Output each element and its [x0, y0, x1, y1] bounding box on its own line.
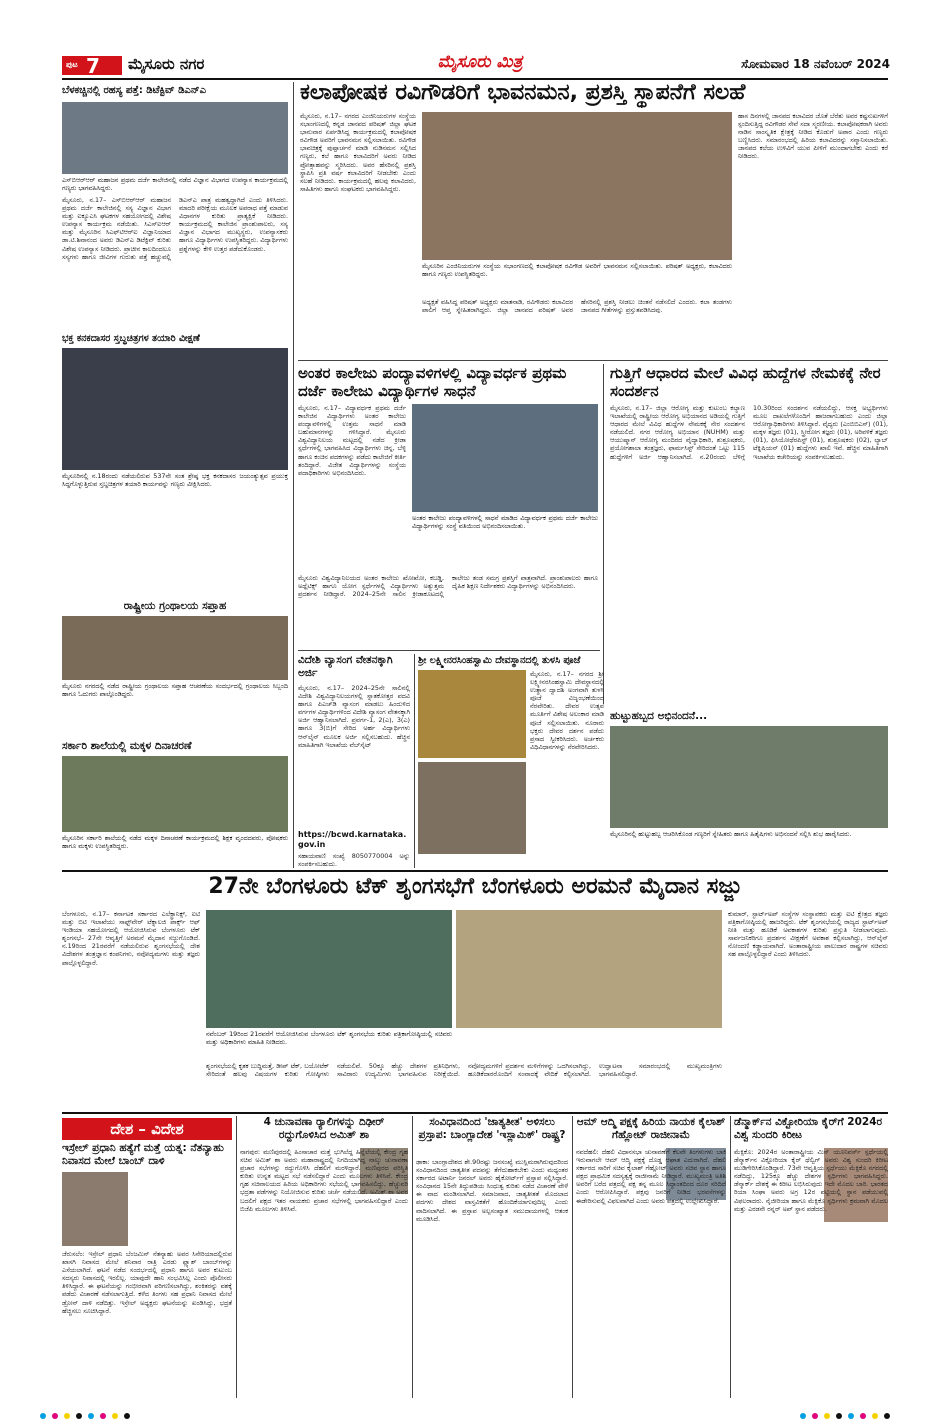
- section-name: ಮೈಸೂರು ನಗರ: [128, 55, 205, 73]
- story5-caption: ಅಂತರ ಕಾಲೇಜು ಪಂದ್ಯಾವಳಿಗಳಲ್ಲಿ ಸಾಧನೆ ಮಾಡಿದ ವಿದ್ಯಾವರ್ಧಕ ಪ್ರಥಮ ದರ್ಜೆ ಕಾಲೇಜು ವಿದ್ಯಾರ್ಥಿಗಳನ್ನು ಸಂಸ್ಥೆ ವತಿಯಿಂದ ಅಭಿನಂದಿಸಲಾಯಿತು.: [412, 514, 598, 530]
- banner-body-mid: ಶೃಂಗಸಭೆಯಲ್ಲಿ ಕೃತಕ ಬುದ್ಧಿಮತ್ತೆ, ಡೀಪ್ ಟೆಕ್, ಬಯೋಟೆಕ್ ಸೇರಿದಂತೆ ಹಲವು ವಿಷಯಗಳ ಕುರಿತು ಗೋಷ್ಠಿಗಳು ನಡೆಯಲಿವೆ. 50ಕ್ಕೂ ಹೆಚ್ಚು ದೇಶಗಳ ಪ್ರತಿನಿಧಿಗಳು, ಸಾವಿರಾರು ಉದ್ಯಮಿಗಳು ಭಾಗವಹಿಸುವ ನಿರೀಕ್ಷೆಯಿದೆ. ನವೋದ್ಯಮಗಳಿಗೆ ಪ್ರದರ್ಶನ ಮಳಿಗೆಗಳನ್ನು ಒದಗಿಸಲಾಗಿದ್ದು, ಹೂಡಿಕೆದಾರರೊಂದಿಗೆ ಸಂವಾದಕ್ಕೆ ವೇದಿಕೆ ಕಲ್ಪಿಸಲಾಗಿದೆ. ಉದ್ಘಾಟನಾ ಸಮಾರಂಭದಲ್ಲಿ ಮುಖ್ಯಮಂತ್ರಿಗಳು ಭಾಗವಹಿಸಲಿದ್ದಾರೆ.: [206, 1062, 722, 1079]
- world-s1-headline: ಇಸ್ರೇಲ್ ಪ್ರಧಾನಿ ಹತ್ಯೆಗೆ ಮತ್ತೆ ಯತ್ನ: ನೆತನ್ಯಾಹು ನಿವಾಸದ ಮೇಲೆ ಬಾಂಬ್ ದಾಳಿ: [62, 1142, 224, 1167]
- newspaper-logo: ಮೈಸೂರು ಮಿತ್ರ: [437, 52, 523, 72]
- story8-photo-2: [418, 762, 526, 854]
- world-top-rule: [62, 1112, 888, 1114]
- story6-body: ಮೈಸೂರು, ನ.17– ಜಿಲ್ಲಾ ಆರೋಗ್ಯ ಮತ್ತು ಕುಟುಂಬ ಕಲ್ಯಾಣ ಇಲಾಖೆಯಲ್ಲಿ ರಾಷ್ಟ್ರೀಯ ಆರೋಗ್ಯ ಅಭಿಯಾನದ ಅಡಿಯಲ್ಲಿ ಗುತ್ತಿಗೆ ಆಧಾರದ ಮೇಲೆ ವಿವಿಧ ಹುದ್ದೆಗಳ ನೇಮಕಕ್ಕೆ ನೇರ ಸಂದರ್ಶನ ನಡೆಯಲಿದೆ. ನಗರ ಆರೋಗ್ಯ ಅಭಿಯಾನ (NUHM) ಮತ್ತು ಆಯುಷ್ಮಾನ್ ಆರೋಗ್ಯ ಮಂದಿರದ ವೈದ್ಯಾಧಿಕಾರಿ, ಶುಶ್ರೂಷಕರು, ಪ್ರಯೋಗಶಾಲಾ ತಂತ್ರಜ್ಞರು, ಫಾರ್ಮಸಿಸ್ಟ್ ಸೇರಿದಂತೆ ಒಟ್ಟು 115 ಹುದ್ದೆಗಳಿಗೆ ಅರ್ಜಿ ಆಹ್ವಾನಿಸಲಾಗಿದೆ. ನ.20ರಂದು ಬೆಳಿಗ್ಗೆ 10.30ರಿಂದ ಸಂದರ್ಶನ ನಡೆಯಲಿದ್ದು, ಆಸಕ್ತ ಅಭ್ಯರ್ಥಿಗಳು ಮೂಲ ದಾಖಲೆಗಳೊಂದಿಗೆ ಹಾಜರಾಗಬಹುದು ಎಂದು ಜಿಲ್ಲಾ ಆರೋಗ್ಯಾಧಿಕಾರಿಗಳು ತಿಳಿಸಿದ್ದಾರೆ. ವೈದ್ಯರು (ಎಂಬಿಬಿಎಸ್) (01), ಮಕ್ಕಳ ತಜ್ಞರು (01), ಸ್ತ್ರೀರೋಗ ತಜ್ಞರು (01), ಅರಿವಳಿಕೆ ತಜ್ಞರು (01), ಫಿಸಿಯೋಥೆರಪಿಸ್ಟ್ (01), ಶುಶ್ರೂಷಕರು (02), ಲ್ಯಾಬ್ ಟೆಕ್ನಿಷಿಯನ್ (01) ಹುದ್ದೆಗಳು ಖಾಲಿ ಇವೆ. ಹೆಚ್ಚಿನ ಮಾಹಿತಿಗಾಗಿ ಇಲಾಖೆಯ ಕಚೇರಿಯನ್ನು ಸಂಪರ್ಕಿಸಬಹುದು.: [610, 404, 888, 461]
- story7-contact: ಸಹಾಯವಾಣಿ ಸಂಖ್ಯೆ 8050770004 ಅನ್ನು ಸಂಪರ್ಕಿಸಬಹುದು.: [298, 852, 410, 868]
- world-divider-1: [236, 1116, 237, 1398]
- register-dot: [860, 1413, 866, 1419]
- lead-body-right: ಹಾಸ ದಿನಗಳಲ್ಲಿ ಜಾನಪದ ಕಲಾವಿದರ ಜೊತೆ ಬೆರೆತು ಅವರ ಕಷ್ಟಸುಖಗಳಿಗೆ ಸ್ಪಂದಿಸುತ್ತಿದ್ದ ರವಿಗೌಡರ ಸೇವೆ ಸದಾ ಸ್ಮರಣೀಯ. ಕಲಾಪೋಷಕರಾಗಿ ಅವರು ನಾಡಿನ ಸಾಂಸ್ಕೃತಿಕ ಕ್ಷೇತ್ರಕ್ಕೆ ನೀಡಿದ ಕೊಡುಗೆ ಅಪಾರ ಎಂದು ಗಣ್ಯರು ಬಣ್ಣಿಸಿದರು. ಸಮಾರಂಭದಲ್ಲಿ ಹಿರಿಯ ಕಲಾವಿದರನ್ನು ಸನ್ಮಾನಿಸಲಾಯಿತು. ಜಾನಪದ ಕಲೆಯ ಉಳಿವಿಗೆ ಯುವ ಪೀಳಿಗೆ ಮುಂದಾಗಬೇಕು ಎಂದು ಕರೆ ನೀಡಿದರು.: [738, 112, 888, 161]
- register-dot: [100, 1413, 106, 1419]
- register-dot: [64, 1413, 70, 1419]
- register-dot: [872, 1413, 878, 1419]
- lead-headline: ಕಲಾಪೋಷಕ ರವಿಗೌಡರಿಗೆ ಭಾವನಮನ, ಪ್ರಶಸ್ತಿ ಸ್ಥಾಪನೆಗೆ ಸಲಹೆ: [300, 80, 746, 105]
- story8-photo: [418, 670, 526, 758]
- story8-divider: [414, 654, 415, 868]
- story5-body: ಮೈಸೂರು, ನ.17– ವಿದ್ಯಾವರ್ಧಕ ಪ್ರಥಮ ದರ್ಜೆ ಕಾಲೇಜಿನ ವಿದ್ಯಾರ್ಥಿಗಳು ಅಂತರ ಕಾಲೇಜು ಪಂದ್ಯಾವಳಿಗಳಲ್ಲಿ ಉತ್ತಮ ಸಾಧನೆ ಮಾಡಿ ಬಹುಮಾನಗಳನ್ನು ಗಳಿಸಿದ್ದಾರೆ. ಮೈಸೂರು ವಿಶ್ವವಿದ್ಯಾನಿಲಯ ಮಟ್ಟದಲ್ಲಿ ನಡೆದ ಕ್ರೀಡಾ ಸ್ಪರ್ಧೆಗಳಲ್ಲಿ ಭಾಗವಹಿಸಿದ ವಿದ್ಯಾರ್ಥಿಗಳು ಚಿನ್ನ, ಬೆಳ್ಳಿ ಹಾಗೂ ಕಂಚಿನ ಪದಕಗಳನ್ನು ಪಡೆದು ಕಾಲೇಜಿಗೆ ಕೀರ್ತಿ ತಂದಿದ್ದಾರೆ. ವಿಜೇತ ವಿದ್ಯಾರ್ಥಿಗಳನ್ನು ಸಂಸ್ಥೆಯ ಪದಾಧಿಕಾರಿಗಳು ಅಭಿನಂದಿಸಿದರು.: [298, 404, 406, 477]
- story6-divider: [603, 364, 604, 704]
- world-s3-headline: ಸಂವಿಧಾನದಿಂದ 'ಜಾತ್ಯತೀತ' ಅಳಿಸಲು ಪ್ರಸ್ತಾಪ: ಬಾಂಗ್ಲಾದೇಶ 'ಇಸ್ಲಾಮಿಕ್' ರಾಷ್ಟ್ರ?: [418, 1116, 566, 1141]
- register-dot: [124, 1413, 130, 1419]
- world-s4-body: ನವದೆಹಲಿ: ದೆಹಲಿ ವಿಧಾನಸಭಾ ಚುನಾವಣೆಗೆ ಕೆಲವೇ ತಿಂಗಳುಗಳು ಬಾಕಿ ಇರುವಾಗಲೇ ಆಮ್ ಆದ್ಮಿ ಪಕ್ಷಕ್ಕೆ ದೊಡ್ಡ ಆಘಾತ ಎದುರಾಗಿದೆ. ದೆಹಲಿ ಸರ್ಕಾರದ ಸಾರಿಗೆ ಸಚಿವ ಕೈಲಾಶ್ ಗೆಹ್ಲೋಟ್ ಅವರು ಸಚಿವ ಸ್ಥಾನ ಹಾಗೂ ಪಕ್ಷದ ಪ್ರಾಥಮಿಕ ಸದಸ್ಯತ್ವಕ್ಕೆ ರಾಜೀನಾಮೆ ನೀಡಿದ್ದಾರೆ. ಮುಖ್ಯಮಂತ್ರಿ ಅತಿಶಿ ಅವರಿಗೆ ಬರೆದ ಪತ್ರದಲ್ಲಿ ಪಕ್ಷ ತನ್ನ ಮೂಲ ಸಿದ್ಧಾಂತದಿಂದ ದೂರ ಸರಿದಿದೆ ಎಂದು ಆರೋಪಿಸಿದ್ದಾರೆ. ಪಕ್ಷವು ಜನರಿಗೆ ನೀಡಿದ ಭರವಸೆಗಳನ್ನು ಈಡೇರಿಸುವಲ್ಲಿ ವಿಫಲವಾಗಿದೆ ಎಂದು ಅವರು ಪತ್ರದಲ್ಲಿ ಉಲ್ಲೇಖಿಸಿದ್ದಾರೆ.: [576, 1148, 726, 1205]
- story1-caption: ಎಸ್‌ಬಿಆರ್‌ಆರ್ ಮಹಾಜನ ಪ್ರಥಮ ದರ್ಜೆ ಕಾಲೇಜಿನಲ್ಲಿ ನಡೆದ ವಿಜ್ಞಾನ ವಿಭಾಗದ ಉಪನ್ಯಾಸ ಕಾರ್ಯಕ್ರಮದಲ್ಲಿ ಗಣ್ಯರು ಭಾಗವಹಿಸಿದ್ದರು.: [62, 176, 288, 192]
- banner-headline: 27ನೇ ಬೆಂಗಳೂರು ಟೆಕ್ ಶೃಂಗಸಭೆಗೆ ಬೆಂಗಳೂರು ಅರಮನೆ ಮೈದಾನ ಸಜ್ಜು: [208, 874, 742, 899]
- page-label: ಪುಟ: [66, 60, 78, 69]
- lead-photo: [422, 112, 732, 260]
- register-dot: [848, 1413, 854, 1419]
- register-dot: [812, 1413, 818, 1419]
- world-divider-4: [730, 1116, 731, 1398]
- page-number-badge: [62, 56, 122, 75]
- story2-headline: ಭಕ್ತ ಕನಕದಾಸರ ಸ್ತಬ್ಧಚಿತ್ರಗಳ ತಯಾರಿ ವೀಕ್ಷಣೆ: [62, 333, 200, 344]
- story3-caption: ಮೈಸೂರು ನಗರದಲ್ಲಿ ನಡೆದ ರಾಷ್ಟ್ರೀಯ ಗ್ರಂಥಾಲಯ ಸಪ್ತಾಹ ಆಚರಣೆಯ ಸಂದರ್ಭದಲ್ಲಿ ಗ್ರಂಥಾಲಯ ಸಿಬ್ಬಂದಿ ಹಾಗೂ ಓದುಗರು ಪಾಲ್ಗೊಂಡಿದ್ದರು.: [62, 682, 288, 698]
- lead-body-bottom: ಅಧ್ಯಕ್ಷತೆ ವಹಿಸಿದ್ದ ಪರಿಷತ್ ಅಧ್ಯಕ್ಷರು ಮಾತನಾಡಿ, ರವಿಗೌಡರು ಕಲಾವಿದರ ಪಾಲಿಗೆ ಆಪ್ತ ಸ್ನೇಹಿತರಾಗಿದ್ದರು. ಜಿಲ್ಲಾ ಜಾನಪದ ಪರಿಷತ್ ಅವರ ಹೆಸರಿನಲ್ಲಿ ಪ್ರಶಸ್ತಿ ನೀಡಲು ಚಿಂತನೆ ನಡೆಸಲಿದೆ ಎಂದರು. ಕಲಾ ತಂಡಗಳು ಜಾನಪದ ಗೀತೆಗಳನ್ನು ಪ್ರಸ್ತುತಪಡಿಸಿದವು.: [422, 298, 732, 315]
- story9-headline: ಹುಟ್ಟುಹಬ್ಬದ ಅಭಿನಂದನೆ...: [610, 710, 708, 722]
- lead-caption: ಮೈಸೂರಿನ ಎಂಜಿನಿಯರುಗಳ ಸಂಸ್ಥೆಯ ಸಭಾಂಗಣದಲ್ಲಿ ಕಲಾಪೋಷಕ ರವಿಗೌಡ ಅವರಿಗೆ ಭಾವನಮನ ಸಲ್ಲಿಸಲಾಯಿತು. ಪರಿಷತ್ ಅಧ್ಯಕ್ಷರು, ಕಲಾವಿದರು ಹಾಗೂ ಗಣ್ಯರು ಉಪಸ್ಥಿತರಿದ್ದರು.: [422, 262, 732, 278]
- story4-headline: ಸರ್ಕಾರಿ ಶಾಲೆಯಲ್ಲಿ ಮಕ್ಕಳ ದಿನಾಚರಣೆ: [62, 740, 192, 752]
- story1-body: ಮೈಸೂರು, ನ.17– ಎಸ್‌ಬಿಆರ್‌ಆರ್ ಮಹಾಜನ ಪ್ರಥಮ ದರ್ಜೆ ಕಾಲೇಜಿನಲ್ಲಿ ಸಸ್ಯ ವಿಜ್ಞಾನ ವಿಭಾಗ ಮತ್ತು ಐಕ್ಯೂಎಸಿ ಘಟಕಗಳ ಸಹಯೋಗದಲ್ಲಿ ವಿಶೇಷ ಉಪನ್ಯಾಸ ಕಾರ್ಯಕ್ರಮ ನಡೆಯಿತು. ಸಿಎಸ್‌ಐಆರ್ ಮತ್ತು ಮೈಸೂರಿನ ಸಿಎಫ್‌ಟಿಆರ್‌ಐ ವಿಜ್ಞಾನಿಯಾದ ಡಾ.ಟಿ.ಶಿವಾನಂದ ಅವರು ಡಿಎನ್‌ಎ ಡಿಟೆಕ್ಟಿವ್ ಕುರಿತು ವಿಶೇಷ ಉಪನ್ಯಾಸ ನೀಡಿದರು. ಪ್ರಾಚೀನ ಕಾಲದಿಂದಲೂ ಸಸ್ಯಗಳು ಹಾಗೂ ಜೀವಿಗಳ ಗುರುತು ಪತ್ತೆ ಹಚ್ಚುವಲ್ಲಿ ಡಿಎನ್‌ಎ ಪಾತ್ರ ಮಹತ್ವದ್ದಾಗಿದೆ ಎಂದು ತಿಳಿಸಿದರು. ಮಾದರಿ ಪರೀಕ್ಷೆಯ ಮೂಲಕ ಅಪರಾಧ ಪತ್ತೆ ಮಾಡುವ ವಿಧಾನಗಳ ಕುರಿತು ಪ್ರಾತ್ಯಕ್ಷಿಕೆ ನೀಡಿದರು. ಕಾರ್ಯಕ್ರಮದಲ್ಲಿ ಕಾಲೇಜಿನ ಪ್ರಾಂಶುಪಾಲರು, ಸಸ್ಯ ವಿಜ್ಞಾನ ವಿಭಾಗದ ಮುಖ್ಯಸ್ಥರು, ಉಪನ್ಯಾಸಕರು ಹಾಗೂ ವಿದ್ಯಾರ್ಥಿಗಳು ಉಪಸ್ಥಿತರಿದ್ದರು. ವಿದ್ಯಾರ್ಥಿಗಳು ಪ್ರಶ್ನೆಗಳನ್ನು ಕೇಳಿ ಉತ್ತರ ಪಡೆದುಕೊಂಡರು.: [62, 196, 288, 261]
- story9-caption: ಮೈಸೂರಿನಲ್ಲಿ ಹುಟ್ಟುಹಬ್ಬ ಆಚರಿಸಿಕೊಂಡ ಗಣ್ಯರಿಗೆ ಸ್ನೇಹಿತರು ಹಾಗೂ ಹಿತೈಷಿಗಳು ಅಭಿನಂದನೆ ಸಲ್ಲಿಸಿ ಶುಭ ಹಾರೈಸಿದರು.: [610, 830, 852, 838]
- register-dot: [112, 1413, 118, 1419]
- story1-headline: ಬೆಳಕಚ್ಚಿನಲ್ಲಿ ರಹಸ್ಯ ಪತ್ತೆ: ಡಿಟೆಕ್ಟಿವ್ ಡಿಎನ್‌ಎ: [62, 85, 207, 96]
- world-s1-body: ಜೆರುಸಲೆಂ: ಇಸ್ರೇಲ್ ಪ್ರಧಾನಿ ಬೆಂಜಮಿನ್ ನೆತನ್ಯಾಹು ಅವರ ಸಿಸೇರಿಯಾದಲ್ಲಿರುವ ಖಾಸಗಿ ನಿವಾಸದ ಮೇಲೆ ಶನಿವಾರ ರಾತ್ರಿ ಎರಡು ಫ್ಲ್ಯಾಶ್ ಬಾಂಬ್‌ಗಳನ್ನು ಎಸೆಯಲಾಗಿದೆ. ಘಟನೆ ನಡೆದ ಸಂದರ್ಭದಲ್ಲಿ ಪ್ರಧಾನಿ ಹಾಗೂ ಅವರ ಕುಟುಂಬ ಸದಸ್ಯರು ನಿವಾಸದಲ್ಲಿ ಇರಲಿಲ್ಲ. ಯಾವುದೇ ಹಾನಿ ಸಂಭವಿಸಿಲ್ಲ ಎಂದು ಪೊಲೀಸರು ತಿಳಿಸಿದ್ದಾರೆ. ಈ ಘಟನೆಯನ್ನು ಗಂಭೀರವಾಗಿ ಪರಿಗಣಿಸಲಾಗಿದ್ದು, ಶಂಕಿತರನ್ನು ವಶಕ್ಕೆ ಪಡೆದು ವಿಚಾರಣೆ ನಡೆಸಲಾಗುತ್ತಿದೆ. ಕಳೆದ ತಿಂಗಳು ಸಹ ಪ್ರಧಾನಿ ನಿವಾಸದ ಮೇಲೆ ಡ್ರೋನ್ ದಾಳಿ ನಡೆದಿತ್ತು. ಇಸ್ರೇಲ್ ಅಧ್ಯಕ್ಷರು ಘಟನೆಯನ್ನು ಖಂಡಿಸಿದ್ದು, ಭದ್ರತೆ ಹೆಚ್ಚಿಸಲು ಸೂಚಿಸಿದ್ದಾರೆ.: [62, 1250, 232, 1315]
- story6-headline: ಗುತ್ತಿಗೆ ಆಧಾರದ ಮೇಲೆ ವಿವಿಧ ಹುದ್ದೆಗಳ ನೇಮಕಕ್ಕೆ ನೇರ ಸಂದರ್ಶನ: [610, 364, 881, 400]
- lead-body-left: ಮೈಸೂರು, ನ.17– ನಗರದ ಎಂಜಿನಿಯರುಗಳ ಸಂಸ್ಥೆಯ ಸಭಾಂಗಣದಲ್ಲಿ ಕನ್ನಡ ಜಾನಪದ ಪರಿಷತ್ ಜಿಲ್ಲಾ ಘಟಕ ಭಾನುವಾರ ಏರ್ಪಡಿಸಿದ್ದ ಕಾರ್ಯಕ್ರಮದಲ್ಲಿ ಕಲಾಪೋಷಕ ರವಿಗೌಡ ಅವರಿಗೆ ಭಾವನಮನ ಸಲ್ಲಿಸಲಾಯಿತು. ರವಿಗೌಡ ಭಾವಚಿತ್ರಕ್ಕೆ ಪುಷ್ಪಾರ್ಚನೆ ಮಾಡಿ ನುಡಿನಮನ ಸಲ್ಲಿಸಿದ ಗಣ್ಯರು, ಕಲೆ ಹಾಗೂ ಕಲಾವಿದರಿಗೆ ಅವರು ನೀಡಿದ ಪ್ರೋತ್ಸಾಹವನ್ನು ಸ್ಮರಿಸಿದರು. ಅವರ ಹೆಸರಿನಲ್ಲಿ ಪ್ರಶಸ್ತಿ ಸ್ಥಾಪಿಸಿ ಪ್ರತಿ ವರ್ಷ ಕಲಾವಿದರಿಗೆ ನೀಡಬೇಕು ಎಂದು ಸಲಹೆ ನೀಡಿದರು. ಕಾರ್ಯಕ್ರಮದಲ್ಲಿ ಹಲವು ಕಲಾವಿದರು, ಸಾಹಿತಿಗಳು ಹಾಗೂ ಸಂಘಟಕರು ಭಾಗವಹಿಸಿದ್ದರು.: [300, 112, 416, 193]
- lead-bottom-rule: [298, 360, 888, 361]
- left-column-divider: [293, 82, 294, 868]
- register-dot: [52, 1413, 58, 1419]
- story4-caption: ಮೈಸೂರಿನ ಸರ್ಕಾರಿ ಶಾಲೆಯಲ್ಲಿ ನಡೆದ ಮಕ್ಕಳ ದಿನಾಚರಣೆ ಕಾರ್ಯಕ್ರಮದಲ್ಲಿ ಶಿಕ್ಷಕ ವೃಂದದವರು, ಪೋಷಕರು ಹಾಗೂ ಮಕ್ಕಳು ಉಪಸ್ಥಿತರಿದ್ದರು.: [62, 834, 288, 850]
- banner-body-left: ಬೆಂಗಳೂರು, ನ.17– ಕರ್ನಾಟಕ ಸರ್ಕಾರದ ಎಲೆಕ್ಟ್ರಾನಿಕ್ಸ್, ಐಟಿ ಮತ್ತು ಬಿಟಿ ಇಲಾಖೆಯು ಸಾಫ್ಟ್‌ವೇರ್ ಟೆಕ್ನಾಲಜಿ ಪಾರ್ಕ್ಸ್ ಆಫ್ ಇಂಡಿಯಾ ಸಹಯೋಗದಲ್ಲಿ ಆಯೋಜಿಸಿರುವ ಬೆಂಗಳೂರು ಟೆಕ್ ಶೃಂಗಸಭೆ– 27ನೇ ಆವೃತ್ತಿಗೆ ಅರಮನೆ ಮೈದಾನ ಸಜ್ಜುಗೊಂಡಿದೆ. ನ.19ರಿಂದ 21ರವರೆಗೆ ನಡೆಯಲಿರುವ ಶೃಂಗಸಭೆಯಲ್ಲಿ ದೇಶ ವಿದೇಶಗಳ ತಂತ್ರಜ್ಞಾನ ಕಂಪನಿಗಳು, ನವೋದ್ಯಮಗಳು ಮತ್ತು ತಜ್ಞರು ಪಾಲ್ಗೊಳ್ಳಲಿದ್ದಾರೆ.: [62, 910, 200, 967]
- world-divider-2: [412, 1116, 413, 1398]
- banner-photo-palace: [456, 910, 722, 1028]
- register-dot: [824, 1413, 830, 1419]
- register-dot: [836, 1413, 842, 1419]
- story5-headline: ಅಂತರ ಕಾಲೇಜು ಪಂದ್ಯಾವಳಿಗಳಲ್ಲಿ ವಿದ್ಯಾವರ್ಧಕ ಪ್ರಥಮ ದರ್ಜೆ ಕಾಲೇಜು ವಿದ್ಯಾರ್ಥಿಗಳ ಸಾಧನೆ: [298, 364, 567, 400]
- story8-body: ಮೈಸೂರು, ನ.17– ನಗರದ ಶ್ರೀ ಲಕ್ಷ್ಮೀನರಸಿಂಹಸ್ವಾಮಿ ದೇವಸ್ಥಾನದಲ್ಲಿ ಉತ್ಥಾನ ದ್ವಾದಶಿ ಅಂಗವಾಗಿ ತುಳಸಿ ಪೂಜೆ ವಿಜೃಂಭಣೆಯಿಂದ ನೆರವೇರಿತು. ದೇವರ ಉತ್ಸವ ಮೂರ್ತಿಗೆ ವಿಶೇಷ ಅಲಂಕಾರ ಮಾಡಿ ಪೂಜೆ ಸಲ್ಲಿಸಲಾಯಿತು. ನೂರಾರು ಭಕ್ತರು ದೇವರ ದರ್ಶನ ಪಡೆದು ಪ್ರಸಾದ ಸ್ವೀಕರಿಸಿದರು. ಅರ್ಚಕರು ವಿಧಿವಿಧಾನಗಳನ್ನು ನೆರವೇರಿಸಿದರು.: [530, 670, 604, 751]
- story3-headline: ರಾಷ್ಟ್ರೀಯ ಗ್ರಂಥಾಲಯ ಸಪ್ತಾಹ: [123, 600, 227, 612]
- register-dot: [76, 1413, 82, 1419]
- story1-photo: [62, 102, 288, 174]
- story5-bottom-rule: [298, 650, 600, 651]
- banner-caption: ನವೆಂಬರ್ 19ರಿಂದ 21ರವರೆಗೆ ಆಯೋಜಿಸಿರುವ ಬೆಂಗಳೂರು ಟೆಕ್ ಶೃಂಗಸಭೆಯ ಕುರಿತು ಪತ್ರಿಕಾಗೋಷ್ಠಿಯಲ್ಲಿ ಸಚಿವರು ಮತ್ತು ಅಧಿಕಾರಿಗಳು ಮಾಹಿತಿ ನೀಡಿದರು.: [206, 1030, 452, 1046]
- register-dot: [88, 1413, 94, 1419]
- story4-photo: [62, 756, 288, 832]
- story5-body-bottom: ಮೈಸೂರು ವಿಶ್ವವಿದ್ಯಾನಿಲಯದ ಅಂತರ ಕಾಲೇಜು ಖೋಖೋ, ಕಬಡ್ಡಿ, ಅಥ್ಲೆಟಿಕ್ಸ್ ಹಾಗೂ ಯೋಗ ಸ್ಪರ್ಧೆಗಳಲ್ಲಿ ವಿದ್ಯಾರ್ಥಿಗಳು ಅತ್ಯುತ್ತಮ ಪ್ರದರ್ಶನ ನೀಡಿದ್ದಾರೆ. 2024–25ನೇ ಸಾಲಿನ ಕ್ರೀಡಾಕೂಟದಲ್ಲಿ ಕಾಲೇಜು ತಂಡ ಸಮಗ್ರ ಪ್ರಶಸ್ತಿಗೆ ಪಾತ್ರವಾಗಿದೆ. ಪ್ರಾಂಶುಪಾಲರು ಹಾಗೂ ದೈಹಿಕ ಶಿಕ್ಷಣ ನಿರ್ದೇಶಕರು ವಿದ್ಯಾರ್ಥಿಗಳನ್ನು ಅಭಿನಂದಿಸಿದರು.: [298, 574, 598, 599]
- story5-photo: [412, 404, 598, 512]
- story7-headline: ವಿದೇಶಿ ವ್ಯಾಸಂಗ ವೇತನಕ್ಕಾಗಿ ಅರ್ಜಿ: [298, 654, 393, 679]
- world-s3-body: ಢಾಕಾ: ಬಾಂಗ್ಲಾದೇಶದ ಶೇ.90ರಷ್ಟು ಜನಸಂಖ್ಯೆ ಮುಸ್ಲಿಮರಾಗಿರುವುದರಿಂದ ಸಂವಿಧಾನದಿಂದ ಜಾತ್ಯತೀತ ಪದವನ್ನು ತೆಗೆದುಹಾಕಬೇಕು ಎಂದು ಮಧ್ಯಂತರ ಸರ್ಕಾರದ ಅಟಾರ್ನಿ ಜನರಲ್ ಅವರು ಹೈಕೋರ್ಟ್‌ಗೆ ಪ್ರಸ್ತಾಪ ಸಲ್ಲಿಸಿದ್ದಾರೆ. ಸಂವಿಧಾನದ 15ನೇ ತಿದ್ದುಪಡಿಯ ಸಿಂಧುತ್ವ ಕುರಿತು ನಡೆದ ವಿಚಾರಣೆ ವೇಳೆ ಈ ವಾದ ಮಂಡಿಸಲಾಗಿದೆ. ಸಮಾಜವಾದ, ಜಾತ್ಯತೀತತೆ ಮೊದಲಾದ ಪದಗಳು ದೇಶದ ವಾಸ್ತವಿಕತೆಗೆ ಹೊಂದಿಕೆಯಾಗುವುದಿಲ್ಲ ಎಂದು ವಾದಿಸಲಾಗಿದೆ. ಈ ಪ್ರಸ್ತಾಪ ಅಲ್ಪಸಂಖ್ಯಾತ ಸಮುದಾಯಗಳಲ್ಲಿ ಆತಂಕ ಮೂಡಿಸಿದೆ.: [416, 1158, 568, 1223]
- story3-photo: [62, 616, 288, 680]
- story9-photo: [610, 726, 888, 828]
- register-dot: [884, 1413, 890, 1419]
- world-s4-headline: ಆಮ್ ಆದ್ಮಿ ಪಕ್ಷಕ್ಕೆ ಹಿರಿಯ ನಾಯಕ ಕೈಲಾಶ್ ಗೆಹ್ಲೋಟ್ ರಾಜೀನಾಮೆ: [576, 1116, 726, 1141]
- banner-photo-press: [206, 910, 452, 1028]
- world-s2-headline: 4 ಚುನಾವಣಾ ರ‍್ಯಾಲಿಗಳನ್ನು ದಿಢೀರ್ ರದ್ದುಗೊಳಿಸಿದ ಅಮಿತ್ ಶಾ: [263, 1116, 385, 1141]
- story7-website[interactable]: https://bcwd.karnataka.gov.in: [298, 830, 407, 849]
- issue-date: ಸೋಮವಾರ 18 ನವೆಂಬರ್ 2024: [741, 57, 890, 71]
- world-s2-body: ನಾಗಪುರ: ಮಣಿಪುರದಲ್ಲಿ ಹಿಂಸಾಚಾರ ಮತ್ತೆ ಭುಗಿಲೆದ್ದ ಹಿನ್ನೆಲೆಯಲ್ಲಿ ಕೇಂದ್ರ ಗೃಹ ಸಚಿವ ಅಮಿತ್ ಶಾ ಅವರು ಮಹಾರಾಷ್ಟ್ರದಲ್ಲಿ ನಿಗದಿಯಾಗಿದ್ದ ನಾಲ್ಕು ಚುನಾವಣಾ ಪ್ರಚಾರ ಸಭೆಗಳನ್ನು ರದ್ದುಗೊಳಿಸಿ ದೆಹಲಿಗೆ ಮರಳಿದ್ದಾರೆ. ಮಣಿಪುರದ ಪರಿಸ್ಥಿತಿ ಕುರಿತು ಉನ್ನತ ಮಟ್ಟದ ಸಭೆ ನಡೆಸಲಿದ್ದಾರೆ ಎಂದು ಮೂಲಗಳು ತಿಳಿಸಿವೆ. ಕೇಂದ್ರ ಗೃಹ ಸಚಿವಾಲಯದ ಹಿರಿಯ ಅಧಿಕಾರಿಗಳು ಸಭೆಯಲ್ಲಿ ಭಾಗವಹಿಸಲಿದ್ದು, ಹೆಚ್ಚುವರಿ ಭದ್ರತಾ ಪಡೆಗಳನ್ನು ನಿಯೋಜಿಸುವ ಕುರಿತು ಚರ್ಚೆ ನಡೆಯಲಿದೆ. ಅಮಿತ್ ಶಾ ಅವರ ಬದಲಿಗೆ ಪಕ್ಷದ ಇತರ ನಾಯಕರು ಪ್ರಚಾರ ಸಭೆಗಳಲ್ಲಿ ಭಾಗವಹಿಸಲಿದ್ದಾರೆ ಎಂದು ಬಿಜೆಪಿ ಮೂಲಗಳು ತಿಳಿಸಿವೆ.: [240, 1148, 408, 1213]
- page-number: 7: [86, 56, 100, 75]
- print-register-dots-left: [40, 1404, 136, 1423]
- story2-photo: [62, 348, 288, 470]
- world-section-label: ದೇಶ – ವಿದೇಶ: [62, 1118, 232, 1140]
- world-s5-body: ಮೆಕ್ಸಿಕೊ: 2024ರ ಅಂತಾರಾಷ್ಟ್ರೀಯ ಮಿಸ್ ಯೂನಿವರ್ಸ್ ಸ್ಪರ್ಧೆಯಲ್ಲಿ ಡೆನ್ಮಾರ್ಕ್‌ನ ವಿಕ್ಟೋರಿಯಾ ಕೈರ್ ಥೆಲ್ವಿಗ್ ಅವರು ವಿಶ್ವ ಸುಂದರಿ ಕಿರೀಟ ಮುಡಿಗೇರಿಸಿಕೊಂಡಿದ್ದಾರೆ. 73ನೇ ಆವೃತ್ತಿಯ ಸ್ಪರ್ಧೆಯು ಮೆಕ್ಸಿಕೊ ನಗರದಲ್ಲಿ ನಡೆದಿದ್ದು, 125ಕ್ಕೂ ಹೆಚ್ಚು ದೇಶಗಳ ಸ್ಪರ್ಧಿಗಳು ಭಾಗವಹಿಸಿದ್ದರು. ಡೆನ್ಮಾರ್ಕ್ ದೇಶಕ್ಕೆ ಈ ಕಿರೀಟ ಲಭಿಸಿರುವುದು ಇದೇ ಮೊದಲ ಬಾರಿ. ಭಾರತದ ರಿಯಾ ಸಿಂಘಾ ಅವರು ಅಗ್ರ 12ರ ಪಟ್ಟಿಯಲ್ಲಿ ಸ್ಥಾನ ಪಡೆಯುವಲ್ಲಿ ವಿಫಲರಾದರು. ನೈಜೀರಿಯಾ ಹಾಗೂ ಮೆಕ್ಸಿಕೊ ಸ್ಪರ್ಧಿಗಳು ಕ್ರಮವಾಗಿ ಮೊದಲ ಮತ್ತು ಎರಡನೇ ರನ್ನರ್ ಅಪ್ ಸ್ಥಾನ ಪಡೆದರು.: [734, 1148, 888, 1213]
- story7-body: ಮೈಸೂರು, ನ.17– 2024–25ನೇ ಸಾಲಿನಲ್ಲಿ ವಿದೇಶಿ ವಿಶ್ವವಿದ್ಯಾನಿಲಯಗಳಲ್ಲಿ ಸ್ನಾತಕೋತ್ತರ ಪದವಿ ಹಾಗೂ ಪಿಎಚ್‌ಡಿ ವ್ಯಾಸಂಗ ಮಾಡಲು ಹಿಂದುಳಿದ ವರ್ಗಗಳ ವಿದ್ಯಾರ್ಥಿಗಳಿಂದ ವಿದೇಶಿ ವ್ಯಾಸಂಗ ವೇತನಕ್ಕಾಗಿ ಅರ್ಜಿ ಆಹ್ವಾನಿಸಲಾಗಿದೆ. ಪ್ರವರ್ಗ-1, 2(ಎ), 3(ಎ) ಹಾಗೂ 3(ಬಿ)ಗೆ ಸೇರಿದ ಅರ್ಹ ವಿದ್ಯಾರ್ಥಿಗಳು ಆನ್‌ಲೈನ್ ಮೂಲಕ ಅರ್ಜಿ ಸಲ್ಲಿಸಬಹುದು. ಹೆಚ್ಚಿನ ಮಾಹಿತಿಗಾಗಿ ಇಲಾಖೆಯ ವೆಬ್‌ಸೈಟ್: [298, 684, 410, 749]
- register-dot: [800, 1413, 806, 1419]
- story2-caption: ಮೈಸೂರಿನಲ್ಲಿ ನ.18ರಂದು ನಡೆಯಲಿರುವ 537ನೇ ಸಂತ ಶ್ರೇಷ್ಠ ಭಕ್ತ ಕನಕದಾಸರ ಜಯಂತ್ಯುತ್ಸವ ಪ್ರಯುಕ್ತ ಸಿದ್ಧಗೊಳ್ಳುತ್ತಿರುವ ಸ್ತಬ್ಧಚಿತ್ರಗಳ ತಯಾರಿ ಕಾರ್ಯವನ್ನು ಗಣ್ಯರು ವೀಕ್ಷಿಸಿದರು.: [62, 472, 288, 488]
- register-dot: [40, 1413, 46, 1419]
- world-divider-3: [572, 1116, 573, 1398]
- banner-body-right: ಕುಮಾರ್, ಸ್ಟಾರ್ಟ್‌ಅಪ್ ಸಂಸ್ಥೆಗಳ ಸಂಸ್ಥಾಪಕರು ಮತ್ತು ಐಟಿ ಕ್ಷೇತ್ರದ ತಜ್ಞರು ಪತ್ರಿಕಾಗೋಷ್ಠಿಯಲ್ಲಿ ಹಾಜರಿದ್ದರು. ಟೆಕ್ ಶೃಂಗಸಭೆಯಲ್ಲಿ ರಾಜ್ಯದ ಸ್ಟಾರ್ಟ್‌ಅಪ್ ನೀತಿ ಮತ್ತು ಹೂಡಿಕೆ ಅವಕಾಶಗಳ ಕುರಿತು ಪ್ರಸ್ತುತಿ ನೀಡಲಾಗುವುದು. ಸಾರ್ವಜನಿಕರಿಗೂ ಪ್ರದರ್ಶನ ವೀಕ್ಷಣೆಗೆ ಅವಕಾಶ ಕಲ್ಪಿಸಲಾಗಿದ್ದು, ಆನ್‌ಲೈನ್ ನೋಂದಣಿ ಕಡ್ಡಾಯವಾಗಿದೆ. ಅಂತಾರಾಷ್ಟ್ರೀಯ ಪಾಲುದಾರ ರಾಷ್ಟ್ರಗಳ ಸಚಿವರು ಸಹ ಪಾಲ್ಗೊಳ್ಳಲಿದ್ದಾರೆ ಎಂದು ತಿಳಿಸಿದರು.: [728, 910, 888, 959]
- world-s1-photo: [62, 1172, 128, 1246]
- print-register-dots-right: [800, 1404, 896, 1423]
- story8-headline: ಶ್ರೀ ಲಕ್ಷ್ಮೀನರಸಿಂಹಸ್ವಾಮಿ ದೇವಸ್ಥಾನದಲ್ಲಿ ತುಳಸಿ ಪೂಜೆ: [418, 655, 581, 666]
- banner-top-rule: [62, 870, 888, 872]
- world-s5-headline: ಡೆನ್ಮಾರ್ಕ್‌ನ ವಿಕ್ಟೋರಿಯಾ ಕೈರ್‌ಗೆ 2024ರ ವಿಶ್ವ ಸುಂದರಿ ಕಿರೀಟ: [734, 1116, 883, 1141]
